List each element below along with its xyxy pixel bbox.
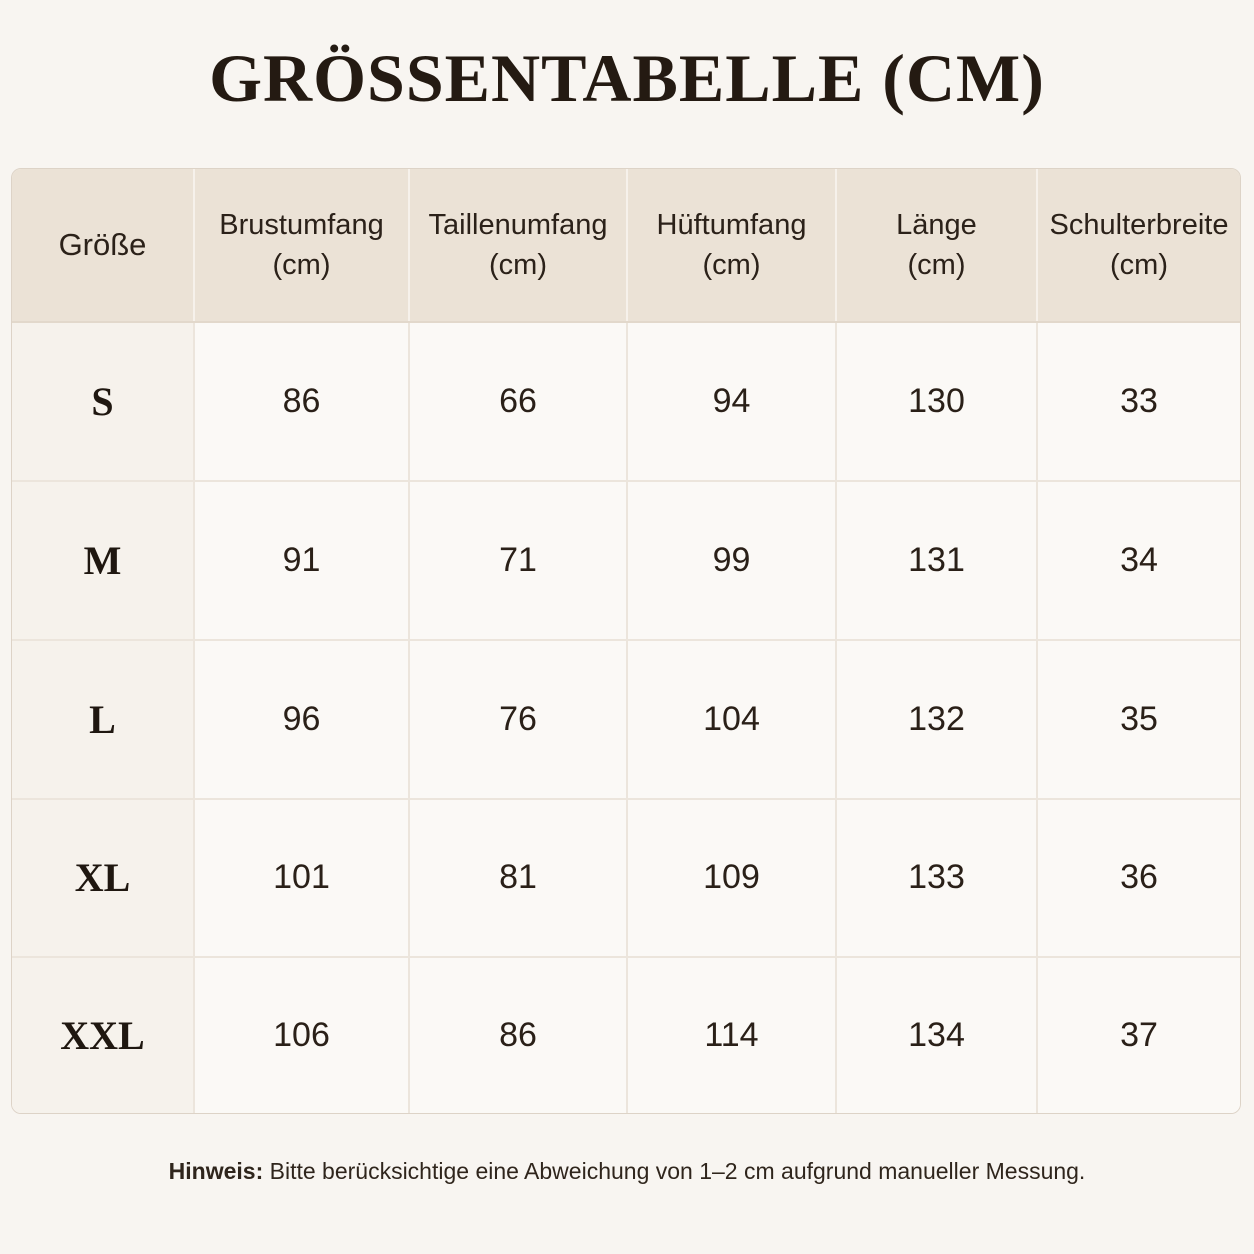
- header-label: Größe: [58, 227, 147, 262]
- table-row: [12, 322, 1240, 481]
- hip-cell: 94: [627, 322, 836, 481]
- length-cell: 131: [836, 481, 1037, 640]
- measurement-note: [0, 1158, 1254, 1185]
- shoulder-cell: 36: [1037, 799, 1240, 958]
- header-length: [836, 169, 1037, 322]
- header-hip: [627, 169, 836, 322]
- table-row: [12, 481, 1240, 640]
- size-chart-table: [11, 168, 1241, 1114]
- header-row: [12, 169, 1240, 322]
- size-cell: L: [12, 640, 194, 799]
- chest-cell: 86: [194, 322, 409, 481]
- table-row: [12, 640, 1240, 799]
- waist-cell: 76: [409, 640, 627, 799]
- header-label: Taillenumfang: [428, 209, 608, 241]
- size-cell: S: [12, 322, 194, 481]
- chest-cell: 96: [194, 640, 409, 799]
- chest-cell: 91: [194, 481, 409, 640]
- header-unit: (cm): [272, 249, 331, 281]
- page-title: GRÖSSENTABELLE (CM): [209, 40, 1045, 116]
- header-label: Brustumfang: [219, 209, 384, 241]
- header-shoulder: [1037, 169, 1240, 322]
- header-unit: (cm): [702, 249, 761, 281]
- size-cell: M: [12, 481, 194, 640]
- header-label: Länge: [896, 209, 977, 241]
- hip-cell: 99: [627, 481, 836, 640]
- note-text: Bitte berücksichtige eine Abweichung von 1–2 cm aufgrund manueller Messung.: [263, 1158, 1086, 1184]
- waist-cell: 71: [409, 481, 627, 640]
- header-label: Schulterbreite: [1049, 209, 1229, 241]
- size-table: [12, 169, 1240, 1113]
- header-unit: (cm): [907, 249, 966, 281]
- waist-cell: 81: [409, 799, 627, 958]
- shoulder-cell: 34: [1037, 481, 1240, 640]
- shoulder-cell: 35: [1037, 640, 1240, 799]
- length-cell: 133: [836, 799, 1037, 958]
- header-unit: (cm): [1110, 249, 1168, 281]
- header-label: Hüftumfang: [656, 209, 807, 241]
- length-cell: 130: [836, 322, 1037, 481]
- hip-cell: 104: [627, 640, 836, 799]
- chest-cell: 101: [194, 799, 409, 958]
- header-size: [12, 169, 194, 322]
- size-cell: XXL: [12, 957, 194, 1113]
- shoulder-cell: 37: [1037, 957, 1240, 1113]
- length-cell: 132: [836, 640, 1037, 799]
- waist-cell: 86: [409, 957, 627, 1113]
- header-chest: [194, 169, 409, 322]
- table-body: [12, 322, 1240, 1113]
- table-header: [12, 169, 1240, 322]
- header-unit: (cm): [489, 249, 547, 281]
- hip-cell: 114: [627, 957, 836, 1113]
- table-row: [12, 799, 1240, 958]
- hip-cell: 109: [627, 799, 836, 958]
- waist-cell: 66: [409, 322, 627, 481]
- shoulder-cell: 33: [1037, 322, 1240, 481]
- length-cell: 134: [836, 957, 1037, 1113]
- table-row: [12, 957, 1240, 1113]
- header-waist: [409, 169, 627, 322]
- note-label: Hinweis:: [168, 1158, 264, 1184]
- chest-cell: 106: [194, 957, 409, 1113]
- size-cell: XL: [12, 799, 194, 958]
